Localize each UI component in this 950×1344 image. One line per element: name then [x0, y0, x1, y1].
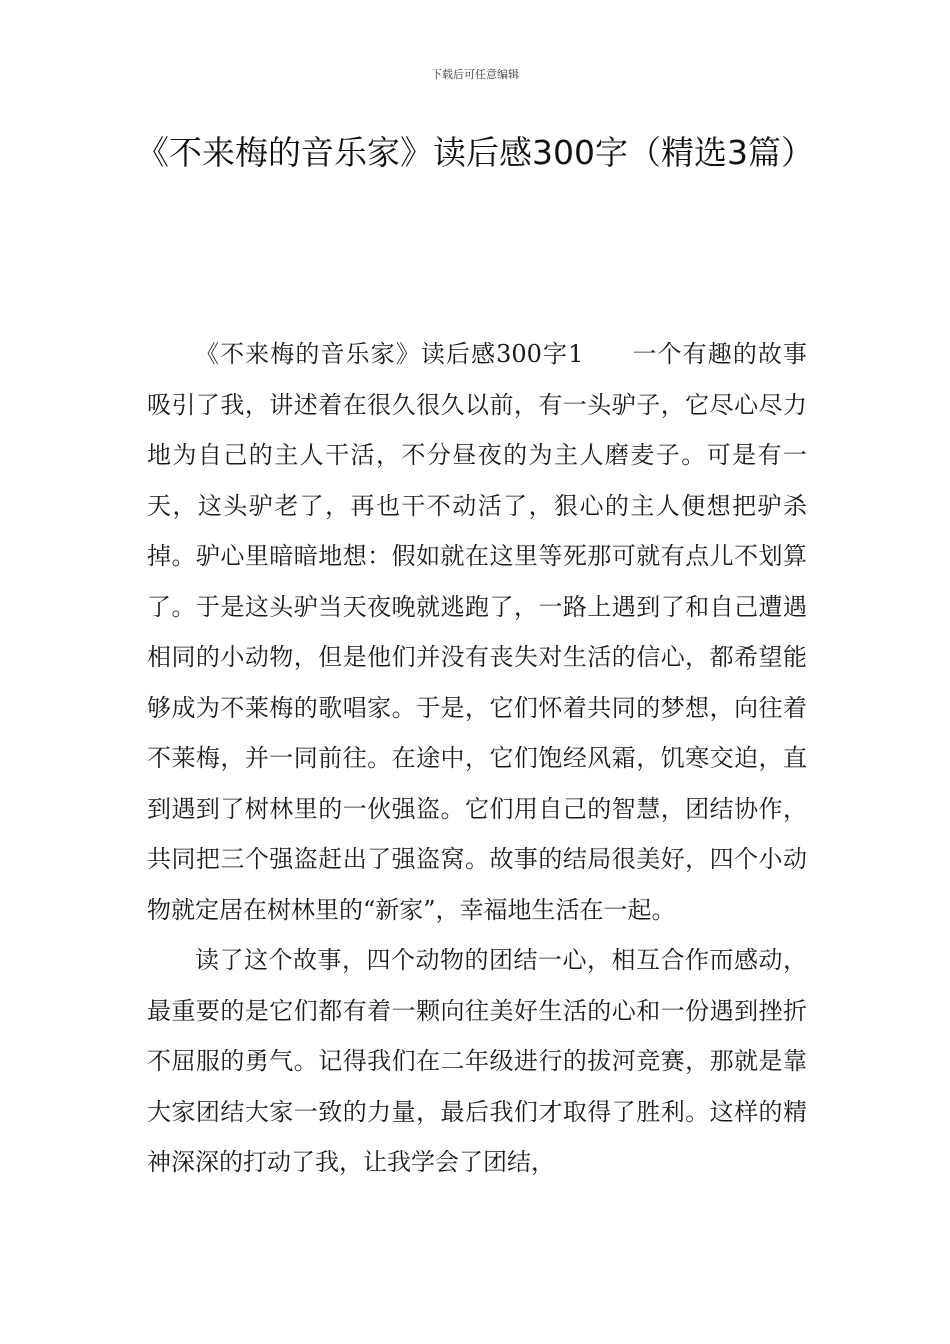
paragraph-2: 读了这个故事，四个动物的团结一心，相互合作而感动，最重要的是它们都有着一颗向往美好生活的心和一份遇到挫折不屈服的勇气。记得我们在二年级进行的拔河竞赛，那就是靠大家团结大家一致的力量，最后我们才取得了胜利。这样的精神深深的打动了我，让我学会了团结，	[147, 946, 807, 1176]
header-note: 下载后可任意编辑	[431, 68, 519, 81]
paragraph-1	[147, 329, 807, 935]
document-body	[147, 329, 807, 1188]
paragraph-1-text: 一个有趣的故事吸引了我，讲述着在很久很久以前，有一头驴子，它尽心尽力地为自己的主人干活，不分昼夜的为主人磨麦子。可是有一天，这头驴老了，再也干不动活了，狠心的主人便想把驴杀掉。驴心里暗暗地想：假如就在这里等死那可就有点儿不划算了。于是这头驴当天夜晚就逃跑了，一路上遇到了和自己遭遇相同的小动物，但是他们并没有丧失对生活的信心，都希望能够成为不莱梅的歌唱家。于是，它们怀着共同的梦想，向往着不莱梅，并一同前往。在途中，它们饱经风霜，饥寒交迫，直到遇到了树林里的一伙强盗。它们用自己的智慧，团结协作，共同把三个强盗赶出了强盗窝。故事的结局很美好，四个小动物就定居在树林里的“新家”，幸福地生活在一起。	[147, 340, 807, 924]
document-title: 《不来梅的音乐家》读后感300字（精选3篇）	[136, 133, 814, 172]
section-heading: 《不来梅的音乐家》读后感300字1	[195, 340, 584, 368]
